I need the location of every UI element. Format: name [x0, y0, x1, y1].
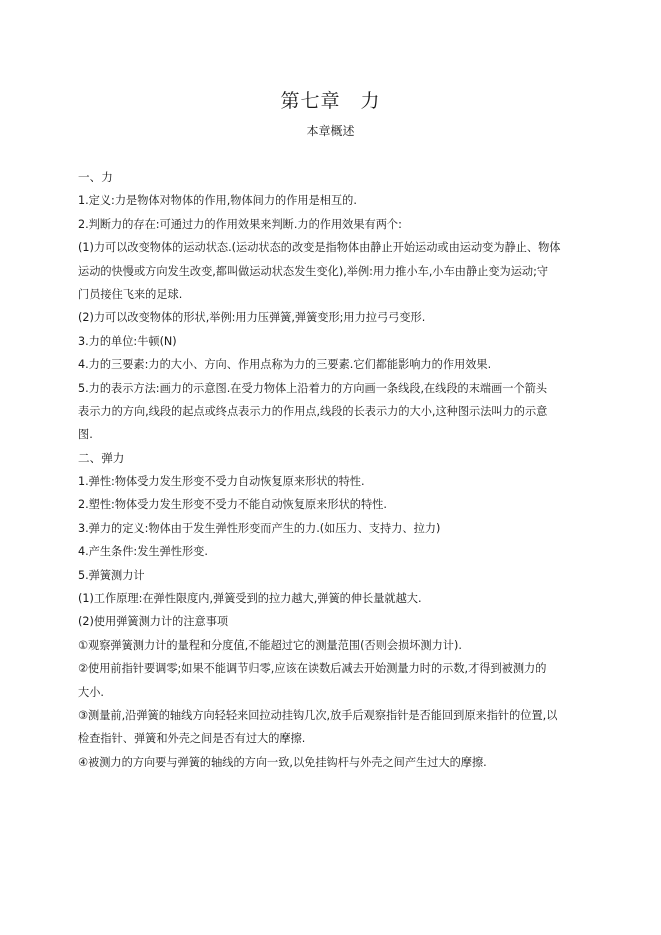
- chapter-title: 第七章 力: [280, 90, 381, 112]
- paragraph-line: (1)力可以改变物体的运动状态.(运动状态的改变是指物体由静止开始运动或由运动变为静止、物体: [78, 241, 561, 255]
- paragraph-line: ③测量前,沿弹簧的轴线方向轻轻来回拉动挂钩几次,放手后观察指针是否能回到原来指针的位置,以: [78, 708, 558, 722]
- paragraph-line: ②使用前指针要调零;如果不能调节归零,应该在读数后减去开始测量力时的示数,才得到被测力的: [78, 662, 547, 676]
- paragraph-line: 3.力的单位:牛顿(N): [78, 334, 177, 348]
- chapter-subtitle: 本章概述: [306, 124, 355, 138]
- paragraph-line: (2)使用弹簧测力计的注意事项: [78, 615, 229, 629]
- paragraph-line: ①观察弹簧测力计的量程和分度值,不能超过它的测量范围(否则会损坏测力计).: [78, 638, 462, 652]
- paragraph-line: 5.弹簧测力计: [78, 568, 145, 582]
- document-body: [78, 166, 590, 774]
- paragraph-line: 4.力的三要素:力的大小、方向、作用点称为力的三要素.它们都能影响力的作用效果.: [78, 358, 492, 372]
- paragraph-line: 表示力的方向,线段的起点或终点表示力的作用点,线段的长表示力的大小,这种图示法叫力的示意: [78, 404, 548, 418]
- paragraph-line: 4.产生条件:发生弹性形变.: [78, 545, 208, 559]
- paragraph-line: (1)工作原理:在弹性限度内,弹簧受到的拉力越大,弹簧的伸长量就越大.: [78, 592, 422, 606]
- section-heading-force: 一、力: [78, 170, 113, 184]
- paragraph-line: 1.弹性:物体受力发生形变不受力自动恢复原来形状的特性.: [78, 475, 365, 489]
- paragraph-line: 1.定义:力是物体对物体的作用,物体间力的作用是相互的.: [78, 194, 357, 208]
- paragraph-line: 2.塑性:物体受力发生形变不受力不能自动恢复原来形状的特性.: [78, 498, 387, 512]
- paragraph-line: 图.: [78, 428, 93, 442]
- paragraph-line: 3.弹力的定义:物体由于发生弹性形变而产生的力.(如压力、支持力、拉力): [78, 521, 441, 535]
- paragraph-line: (2)力可以改变物体的形状,举例:用力压弹簧,弹簧变形;用力拉弓弓变形.: [78, 311, 426, 325]
- paragraph-line: 2.判断力的存在:可通过力的作用效果来判断.力的作用效果有两个:: [78, 217, 402, 231]
- paragraph-line: 门员接住飞来的足球.: [78, 287, 183, 301]
- paragraph-line: ④被测力的方向要与弹簧的轴线的方向一致,以免挂钩杆与外壳之间产生过大的摩擦.: [78, 755, 487, 769]
- paragraph-line: 检查指针、弹簧和外壳之间是否有过大的摩擦.: [78, 732, 306, 746]
- section-heading-elastic-force: 二、弹力: [78, 450, 125, 465]
- paragraph-line: 5.力的表示方法:画力的示意图.在受力物体上沿着力的方向画一条线段,在线段的末端画一个箭头: [78, 381, 548, 395]
- paragraph-line: 运动的快慢或方向发生改变,都叫做运动状态发生变化),举例:用力推小车,小车由静止变为运动;守: [78, 264, 549, 278]
- paragraph-line: 大小.: [78, 685, 104, 699]
